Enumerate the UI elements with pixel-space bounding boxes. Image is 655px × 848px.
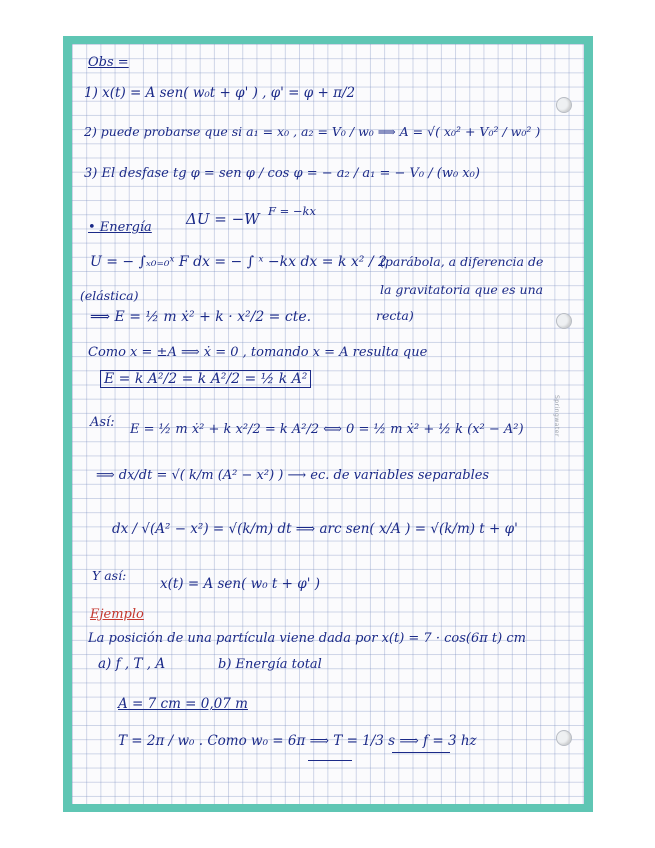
- elastica-label: (elástica): [80, 288, 139, 303]
- delta-u-label: ΔU = −W: [186, 210, 260, 228]
- note-line-2: 2) puede probarse que si a₁ = x₀ , a₂ = V₀ / w₀ ⟹ A = √( x₀² + V₀² / w₀² ): [84, 124, 541, 139]
- total-energy-line: ⟹ E = ½ m ẋ² + k · x²/2 = cte.: [90, 309, 312, 325]
- question-b: b) Energía total: [218, 657, 322, 672]
- period-answer: T = 2π / w₀ . Como w₀ = 6π ⟹ T = 1/3 s ⟹ f = 3 hz: [118, 733, 477, 749]
- period-underline: [308, 760, 352, 761]
- energy-integral: U = − ∫ₓ₀₌₀ˣ F dx = − ∫ ˣ −kx dx = k x² / 2: [90, 254, 387, 270]
- binder-brand-mark: Springwater: [553, 395, 560, 437]
- margin-note-3: recta): [376, 308, 414, 323]
- ejemplo-heading: Ejemplo: [90, 607, 144, 622]
- note-line-1: 1) x(t) = A sen( w₀t + φ' ) , φ' = φ + π/2: [84, 85, 356, 101]
- frequency-underline: [392, 752, 450, 753]
- como-line: Como x = ±A ⟹ ẋ = 0 , tomando x = A resulta que: [88, 345, 428, 360]
- amplitude-answer: A = 7 cm = 0,07 m: [118, 696, 248, 712]
- energy-result: [100, 372, 311, 387]
- separation-equation: dx / √(A² − x²) = √(k/m) dt ⟹ arc sen( x/A ) = √(k/m) t + φ': [112, 521, 518, 537]
- solution-equation: x(t) = A sen( w₀ t + φ' ): [160, 576, 320, 592]
- velocity-equation: ⟹ dx/dt = √( k/m (A² − x²) ) ⟶ ec. de variables separables: [96, 468, 490, 483]
- energy-equation: E = ½ m ẋ² + k x²/2 = k A²/2 ⟺ 0 = ½ m ẋ² + ½ k (x² − A²): [130, 422, 524, 437]
- binder-hole-bottom: [556, 730, 572, 746]
- y-asi-label: Y así:: [92, 568, 127, 583]
- asi-label: Así:: [90, 415, 115, 430]
- force-label: F = −kx: [268, 204, 317, 218]
- obs-heading: Obs =: [88, 55, 129, 70]
- margin-note-1: (parábola, a diferencia de: [380, 254, 544, 269]
- binder-hole-top: [556, 97, 572, 113]
- energia-heading: • Energía: [88, 220, 152, 235]
- question-a: a) f , T , A: [98, 656, 166, 672]
- note-line-3: 3) El desfase tg φ = sen φ / cos φ = − a₂ / a₁ = − V₀ / (w₀ x₀): [84, 166, 480, 181]
- binder-hole-middle: [556, 313, 572, 329]
- energy-result-box: E = k A²/2 = k A²/2 = ½ k A²: [100, 370, 311, 388]
- example-statement: La posición de una partícula viene dada por x(t) = 7 · cos(6π t) cm: [88, 631, 526, 646]
- margin-note-2: la gravitatoria que es una: [380, 282, 544, 297]
